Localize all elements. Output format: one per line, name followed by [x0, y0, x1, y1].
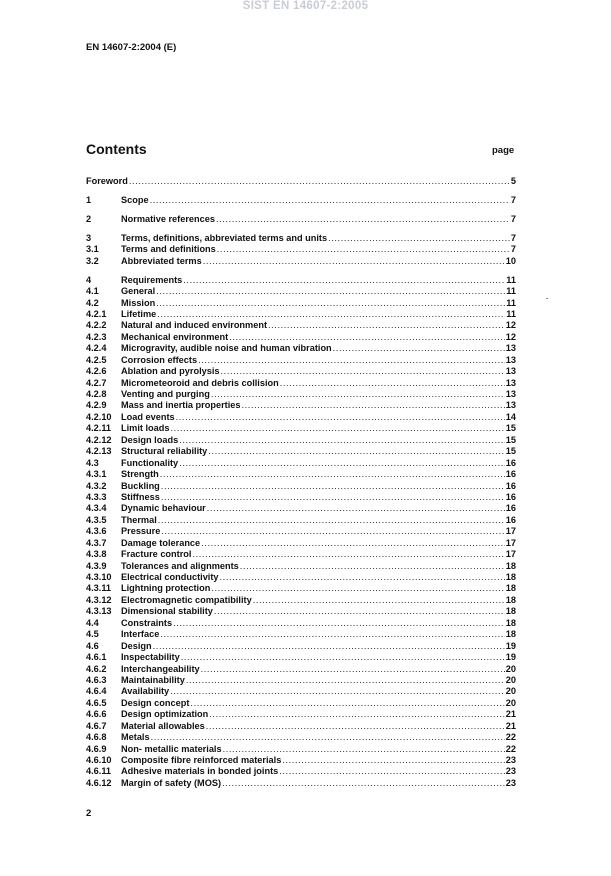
- dot-leader: [211, 583, 504, 594]
- dot-leader: [220, 572, 505, 583]
- toc-entry-title: Material allowables: [121, 720, 205, 731]
- dot-leader: [181, 652, 505, 663]
- toc-entry-number: 4.2.7: [86, 377, 107, 388]
- toc-entry-number: 4.2.12: [86, 434, 112, 445]
- toc-entry: [86, 378, 516, 389]
- toc-entry-page: 13: [505, 389, 516, 399]
- toc-entry-title: Load events: [121, 411, 175, 422]
- toc-entry-number: 3.1: [86, 244, 99, 255]
- toc-entry-number: 4.3.9: [86, 560, 107, 571]
- toc-entry-number: 4.2.8: [86, 389, 107, 399]
- toc-entry-number: 4.5: [86, 629, 99, 640]
- toc-entry-number: 4.6.4: [86, 686, 107, 697]
- toc-entry-number: 4.4: [86, 617, 99, 628]
- toc-entry: [86, 469, 516, 480]
- dot-leader: [156, 298, 505, 309]
- toc-entry: [86, 366, 516, 377]
- toc-entry-title: Damage tolerance: [121, 537, 201, 548]
- dot-leader: [282, 755, 504, 766]
- toc-entry-number: 4.2.1: [86, 308, 107, 319]
- toc-entry-title: Corrosion effects: [121, 354, 198, 365]
- dot-leader: [158, 515, 505, 526]
- toc-entry-number: 4.6.5: [86, 697, 107, 708]
- dot-leader: [153, 641, 505, 652]
- dot-leader: [279, 766, 505, 777]
- toc-entry-page: 21: [505, 709, 516, 720]
- dot-leader: [161, 492, 505, 503]
- toc-entry-page: 20: [505, 674, 516, 685]
- toc-entry-title: Margin of safety (MOS): [121, 777, 222, 788]
- dot-leader: [160, 629, 504, 640]
- toc-entry: [86, 732, 516, 743]
- toc-entry-page: 18: [505, 560, 516, 571]
- toc-entry-number: 2: [86, 213, 92, 224]
- toc-entry-title: Interchangeability: [121, 663, 200, 674]
- page-column-header: page: [492, 145, 515, 156]
- toc-entry-page: 7: [510, 244, 516, 255]
- toc-entry: [86, 709, 516, 720]
- toc-entry-number: 4.2.11: [86, 423, 112, 434]
- toc-entry-number: 1: [86, 194, 92, 205]
- toc-entry-number: 4.3.10: [86, 572, 112, 582]
- toc-entry-number: 4.6.12: [86, 777, 112, 788]
- toc-entry-page: 12: [505, 331, 516, 342]
- toc-entry: [86, 214, 516, 225]
- dot-leader: [241, 400, 504, 411]
- dot-leader: [156, 286, 505, 297]
- dot-leader: [173, 618, 505, 629]
- dot-leader: [170, 686, 505, 697]
- toc-entry-page: 11: [506, 286, 516, 297]
- toc-entry-page: 18: [505, 617, 516, 628]
- toc-entry-number: 4.3.5: [86, 514, 107, 525]
- toc-entry-number: 4.3.1: [86, 469, 107, 480]
- dot-leader: [179, 435, 505, 446]
- toc-entry-page: 22: [505, 732, 516, 743]
- toc-entry-number: 4.6.11: [86, 766, 112, 777]
- toc-entry: [86, 389, 516, 400]
- toc-entry: [86, 286, 516, 297]
- toc-entry-page: 13: [505, 354, 516, 365]
- dot-leader: [207, 503, 505, 514]
- toc-entry: [86, 698, 516, 709]
- toc-entry-page: 18: [505, 594, 516, 605]
- toc-entry-page: 7: [510, 232, 516, 243]
- toc-entry-number: 4.6.7: [86, 720, 107, 731]
- toc-entry-title: Pressure: [121, 526, 161, 537]
- toc-entry: [86, 606, 516, 617]
- toc-entry-page: 19: [505, 652, 516, 663]
- toc-entry-number: 4.2.5: [86, 354, 107, 365]
- toc-entry-number: 4.3.4: [86, 503, 107, 514]
- watermark: SIST EN 14607-2:2005: [242, 0, 369, 12]
- dot-leader: [160, 469, 505, 480]
- dot-leader: [221, 366, 505, 377]
- toc-entry-page: 12: [505, 320, 516, 331]
- toc-entry-page: 13: [505, 377, 516, 388]
- dot-leader: [211, 389, 505, 400]
- toc-entry: [86, 629, 516, 640]
- toc-entry-title: Limit loads: [121, 423, 170, 434]
- toc-entry-title: Dimensional stability: [121, 606, 213, 617]
- toc-entry-number: 4.2.10: [86, 411, 112, 422]
- toc-entry: [86, 766, 516, 777]
- toc-entry: [86, 343, 516, 354]
- toc-entry-page: 17: [505, 549, 516, 560]
- toc-entry-title: Inspectability: [121, 652, 180, 663]
- toc-entry-title: Stiffness: [121, 491, 160, 502]
- toc-entry-page: 10: [505, 255, 516, 266]
- dot-leader: [183, 275, 505, 286]
- toc-entry-title: Structural reliability: [121, 446, 208, 457]
- toc-entry-title: Abbreviated terms: [121, 255, 202, 266]
- toc-entry-title: Lifetime: [121, 308, 157, 319]
- toc-entry-page: 16: [505, 503, 516, 514]
- toc-entry-number: 4.6.8: [86, 732, 107, 743]
- toc-entry-title: Scope: [121, 194, 149, 205]
- dot-leader: [280, 378, 505, 389]
- toc-entry-title: Mechanical environment: [121, 331, 229, 342]
- toc-entry-page: 20: [505, 686, 516, 697]
- toc-entry-title: Venting and purging: [121, 389, 210, 399]
- toc-entry-page: 15: [505, 423, 516, 434]
- toc-entry-number: 4.3.8: [86, 549, 107, 560]
- dot-leader: [328, 233, 510, 244]
- toc-entry: [86, 244, 516, 255]
- toc-entry-page: 13: [505, 343, 516, 354]
- toc-entry-page: 15: [505, 434, 516, 445]
- toc-entry: [86, 686, 516, 697]
- dot-leader: [206, 721, 505, 732]
- dot-leader: [216, 214, 510, 225]
- dot-leader: [223, 744, 505, 755]
- toc-entry-page: 20: [505, 663, 516, 674]
- toc-entry-number: 4.6.9: [86, 743, 107, 754]
- toc-entry-page: 5: [510, 176, 516, 186]
- toc-entry-number: 4.2.2: [86, 320, 107, 331]
- toc-entry-title: General: [121, 286, 156, 297]
- toc-entry-title: Composite fibre reinforced materials: [121, 755, 282, 765]
- dot-leader: [240, 561, 505, 572]
- toc-entry: [86, 641, 516, 652]
- toc-entry-number: 4.2.9: [86, 400, 107, 411]
- toc-entry-number: 4.3.3: [86, 491, 107, 502]
- document-reference: EN 14607-2:2004 (E): [86, 42, 177, 53]
- toc-entry-page: 13: [505, 366, 516, 377]
- toc-entry: [86, 446, 516, 457]
- toc-entry-page: 7: [510, 194, 516, 205]
- dot-leader: [129, 176, 510, 187]
- toc-entry-number: 3: [86, 232, 92, 243]
- toc-entry-number: 4.3.2: [86, 480, 107, 491]
- toc-entry-title: Terms, definitions, abbreviated terms and units: [121, 232, 328, 243]
- toc-entry: [86, 256, 516, 267]
- dot-leader: [268, 320, 505, 331]
- toc-entry: [86, 675, 516, 686]
- toc-entry-page: 14: [505, 411, 516, 422]
- toc-entry-number: 4.6.3: [86, 674, 107, 685]
- toc-entry-number: 4.6.2: [86, 663, 107, 674]
- toc-entry-title: Dynamic behaviour: [121, 503, 206, 514]
- page-number: 2: [86, 808, 92, 819]
- toc-entry-title: Buckling: [121, 480, 160, 491]
- dot-leader: [208, 446, 504, 457]
- toc-entry-number: 4.2.3: [86, 331, 107, 342]
- contents-heading: Contents: [86, 141, 147, 157]
- toc-entry-title: Requirements: [121, 274, 183, 285]
- toc-entry-title: Design concept: [121, 697, 190, 708]
- toc-entry-page: 23: [505, 766, 516, 777]
- toc-entry: [86, 595, 516, 606]
- toc-entry: [86, 176, 516, 187]
- toc-entry-title: Electrical conductivity: [121, 572, 219, 582]
- toc-entry-title: Foreword: [86, 176, 128, 186]
- dot-leader: [161, 526, 504, 537]
- toc-entry: [86, 664, 516, 675]
- dot-leader: [229, 332, 505, 343]
- toc-entry: [86, 332, 516, 343]
- toc-entry-number: 4.2.4: [86, 343, 107, 354]
- toc-entry: [86, 309, 516, 320]
- toc-entry-page: 11: [506, 274, 516, 285]
- toc-entry: [86, 275, 516, 286]
- toc-entry-page: 16: [505, 514, 516, 525]
- toc-entry-number: 4.6.6: [86, 709, 107, 720]
- toc-entry-number: 4.6.1: [86, 652, 107, 663]
- toc-entry-title: Mission: [121, 297, 156, 308]
- dot-leader: [201, 538, 505, 549]
- toc-entry-title: Terms and definitions: [121, 244, 216, 255]
- toc-entry-page: 18: [505, 629, 516, 640]
- toc-entry-title: Functionality: [121, 457, 179, 468]
- toc-entry-page: 7: [510, 213, 516, 224]
- toc-entry-page: 16: [505, 457, 516, 468]
- toc-entry-number: 4.3.6: [86, 526, 107, 537]
- toc-entry-page: 17: [505, 537, 516, 548]
- toc-entry-title: Adhesive materials in bonded joints: [121, 766, 279, 777]
- toc-entry-page: 11: [506, 308, 516, 319]
- toc-entry-title: Strength: [121, 469, 159, 480]
- toc-entry-number: 4.3.11: [86, 583, 112, 594]
- toc-entry-title: Microgravity, audible noise and human vibration: [121, 343, 332, 354]
- toc-entry: [86, 538, 516, 549]
- toc-entry-title: Ablation and pyrolysis: [121, 366, 220, 377]
- toc-entry-title: Lightning protection: [121, 583, 211, 594]
- toc-entry-number: 4.2.13: [86, 446, 112, 457]
- toc-entry: [86, 233, 516, 244]
- dot-leader: [214, 606, 505, 617]
- dot-leader: [176, 412, 505, 423]
- dot-leader: [157, 309, 505, 320]
- toc-entry: [86, 298, 516, 309]
- toc-entry-page: 13: [505, 400, 516, 411]
- toc-entry: [86, 618, 516, 629]
- toc-entry: [86, 492, 516, 503]
- toc-entry: [86, 778, 516, 789]
- toc-entry-number: 4.2.6: [86, 366, 107, 377]
- dot-leader: [209, 709, 504, 720]
- toc-entry-page: 22: [505, 743, 516, 754]
- dot-leader: [190, 698, 504, 709]
- toc-entry: [86, 755, 516, 766]
- toc-entry: [86, 458, 516, 469]
- toc-entry-title: Design optimization: [121, 709, 209, 720]
- toc-entry-page: 16: [505, 491, 516, 502]
- toc-entry-number: 4.3.13: [86, 606, 112, 617]
- toc-entry-number: 4.3.12: [86, 594, 112, 605]
- toc-entry-number: 4.3.7: [86, 537, 107, 548]
- toc-entry-number: 4.2: [86, 297, 99, 308]
- toc-entry: [86, 435, 516, 446]
- dot-leader: [333, 343, 505, 354]
- toc-entry: [86, 572, 516, 583]
- dot-leader: [150, 195, 510, 206]
- toc-entry: [86, 652, 516, 663]
- toc-entry-page: 21: [505, 720, 516, 731]
- toc-entry-page: 20: [505, 697, 516, 708]
- toc-entry-page: 23: [505, 755, 516, 765]
- toc-entry-page: 11: [506, 297, 516, 308]
- toc-entry-title: Tolerances and alignments: [121, 560, 239, 571]
- toc-entry-title: Fracture control: [121, 549, 192, 560]
- dot-leader: [217, 244, 510, 255]
- dot-leader: [186, 675, 505, 686]
- dot-leader: [201, 664, 505, 675]
- toc-entry: [86, 423, 516, 434]
- dot-leader: [171, 423, 505, 434]
- toc-entry: [86, 515, 516, 526]
- toc-entry-title: Mass and inertia properties: [121, 400, 241, 411]
- toc-entry-title: Interface: [121, 629, 160, 640]
- toc-entry: [86, 355, 516, 366]
- toc-entry: [86, 561, 516, 572]
- dot-leader: [253, 595, 505, 606]
- toc-entry: [86, 195, 516, 206]
- scan-speck: [546, 298, 548, 299]
- dot-leader: [192, 549, 504, 560]
- toc-entry-title: Electromagnetic compatibility: [121, 594, 252, 605]
- toc-entry: [86, 412, 516, 423]
- toc-entry-page: 18: [505, 583, 516, 594]
- toc-entry-title: Design loads: [121, 434, 179, 445]
- toc-entry: [86, 721, 516, 732]
- toc-entry-number: 4.3: [86, 457, 99, 468]
- toc-entry-page: 16: [505, 469, 516, 480]
- toc-entry: [86, 744, 516, 755]
- toc-entry-title: Micrometeoroid and debris collision: [121, 377, 279, 388]
- toc-entry-page: 19: [505, 640, 516, 651]
- toc-entry-page: 15: [505, 446, 516, 457]
- dot-leader: [179, 458, 505, 469]
- toc-entry-title: Normative references: [121, 213, 215, 224]
- toc-entry: [86, 526, 516, 537]
- toc-entry-title: Non- metallic materials: [121, 743, 222, 754]
- toc-entry: [86, 503, 516, 514]
- toc-entry: [86, 400, 516, 411]
- toc-entry-page: 23: [505, 777, 516, 788]
- toc-entry-number: 4.1: [86, 286, 99, 297]
- dot-leader: [222, 778, 505, 789]
- toc-entry-title: Design: [121, 640, 152, 651]
- toc-entry-title: Thermal: [121, 514, 157, 525]
- toc-entry-title: Natural and induced environment: [121, 320, 267, 331]
- toc-entry-title: Availability: [121, 686, 170, 697]
- toc-entry-page: 18: [505, 572, 516, 582]
- toc-entry-number: 4.6: [86, 640, 99, 651]
- toc-entry-page: 17: [505, 526, 516, 537]
- toc-entry: [86, 320, 516, 331]
- toc-entry-title: Constraints: [121, 617, 173, 628]
- toc-entry-number: 3.2: [86, 255, 99, 266]
- toc-entry-title: Metals: [121, 732, 150, 743]
- dot-leader: [161, 481, 505, 492]
- dot-leader: [198, 355, 505, 366]
- dot-leader: [203, 256, 505, 267]
- dot-leader: [151, 732, 505, 743]
- toc-entry: [86, 583, 516, 594]
- table-of-contents: [86, 176, 516, 789]
- toc-entry-page: 16: [505, 480, 516, 491]
- toc-entry-title: Maintainability: [121, 674, 185, 685]
- toc-entry-number: 4: [86, 274, 92, 285]
- toc-entry: [86, 549, 516, 560]
- toc-entry-page: 18: [505, 606, 516, 617]
- toc-entry: [86, 481, 516, 492]
- toc-entry-number: 4.6.10: [86, 755, 112, 765]
